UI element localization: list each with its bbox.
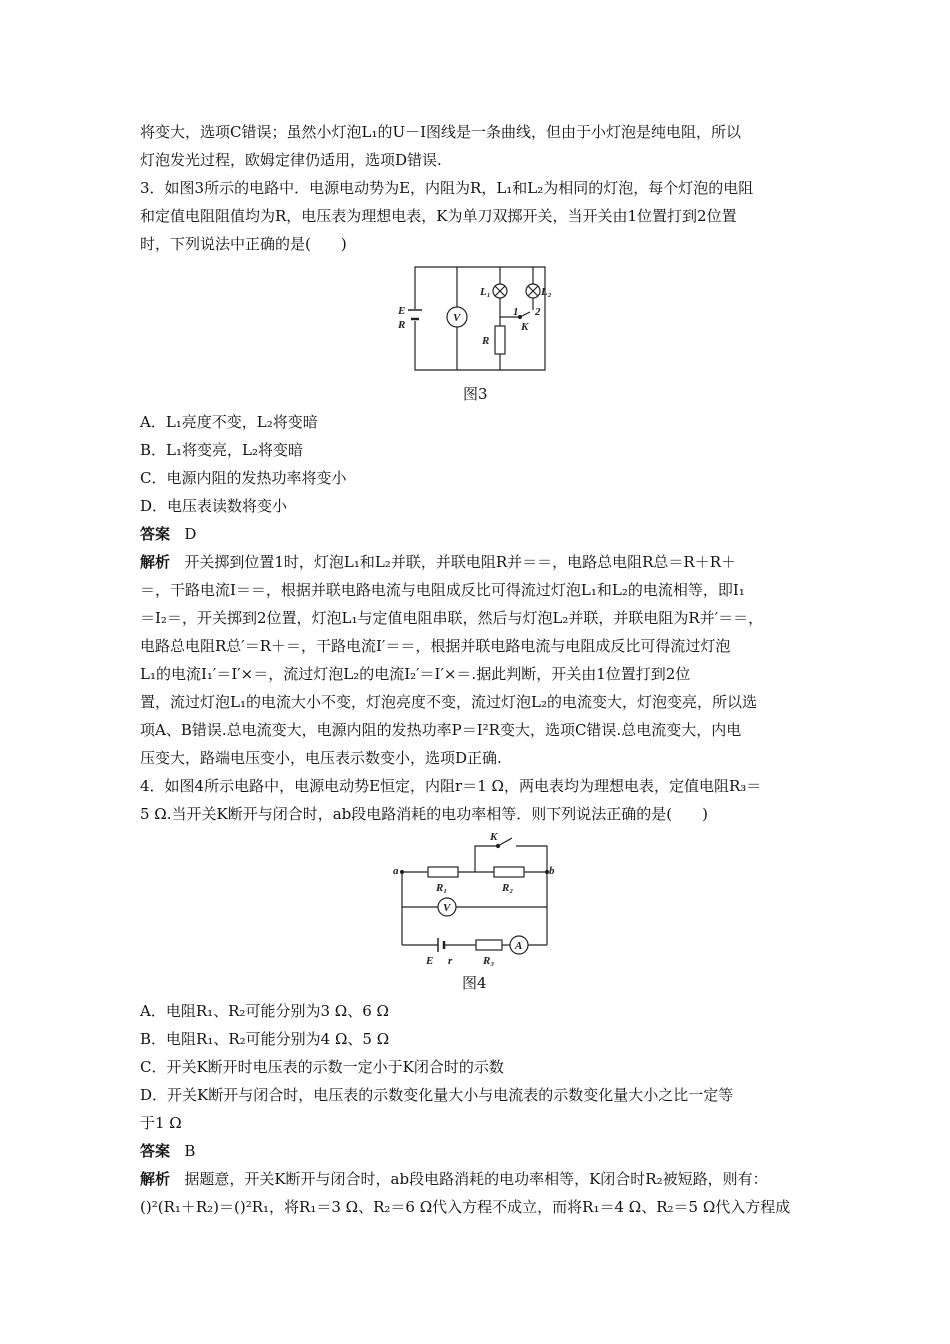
label-pos-1: 1 — [513, 306, 519, 318]
analysis-line: ＝，干路电流I＝＝，根据并联电路电流与电阻成反比可得流过灯泡L₁和L₂的电流相等，即I₁ — [140, 581, 745, 599]
label-K: K — [490, 831, 498, 843]
option-c: C．电源内阻的发热功率将变小 — [140, 469, 347, 487]
label-R3: R₃ — [483, 955, 495, 967]
analysis-text: 开关掷到位置1时，灯泡L₁和L₂并联，并联电阻R并＝＝，电路总电阻R总＝R＋R＋ — [184, 553, 736, 571]
option-a: A．电阻R₁、R₂可能分别为3 Ω、6 Ω — [140, 1002, 389, 1020]
label-pos-2: 2 — [535, 306, 541, 318]
label-L1: L₁ — [480, 286, 491, 298]
label-E: E — [398, 305, 406, 317]
option-b: B．L₁将变亮，L₂将变暗 — [140, 441, 303, 459]
question-3-stem: 和定值电阻阻值均为R，电压表为理想电表，K为单刀双掷开关，当开关由1位置打到2位置 — [140, 207, 737, 225]
question-4-stem: 5 Ω.当开关K断开与闭合时，ab段电路消耗的电功率相等．则下列说法正确的是( ) — [140, 805, 708, 823]
figure-4-circuit — [390, 828, 560, 968]
label-R: R — [482, 335, 490, 347]
option-d: D．开关K断开与闭合时，电压表的示数变化量大小与电流表的示数变化量大小之比一定等 — [140, 1086, 734, 1104]
analysis-text: 据题意，开关K断开与闭合时，ab段电路消耗的电功率相等，K闭合时R₂被短路，则有： — [184, 1170, 768, 1188]
label-K: K — [521, 321, 529, 333]
answer-row — [140, 1141, 195, 1161]
analysis-line — [140, 552, 736, 572]
answer-value: D — [184, 525, 197, 543]
option-b: B．电阻R₁、R₂可能分别为4 Ω、5 Ω — [140, 1030, 390, 1048]
text-line: 灯泡发光过程，欧姆定律仍适用，选项D错误. — [140, 151, 442, 169]
label-V: V — [443, 902, 451, 914]
label-E: E — [426, 955, 434, 967]
analysis-line — [140, 1169, 768, 1189]
text-line: 将变大，选项C错误；虽然小灯泡L₁的U－I图线是一条曲线，但由于小灯泡是纯电阻，所以 — [140, 123, 742, 141]
analysis-line: L₁的电流I₁′＝I′×＝，流过灯泡L₂的电流I₂′＝I′×＝.据此判断，开关由1位置打到2位 — [140, 665, 691, 683]
figure-4-caption: 图4 — [462, 974, 487, 992]
question-3-stem: 时，下列说法中正确的是( ) — [140, 235, 347, 253]
analysis-line: 电路总电阻R总′＝R＋＝，干路电流I′＝＝，根据并联电路电流与电阻成反比可得流过灯泡 — [140, 637, 731, 655]
label-A: A — [515, 940, 523, 952]
analysis-line: 项A、B错误.总电流变大，电源内阻的发热功率P＝I²R变大，选项C错误.总电流变大，内电 — [140, 721, 742, 739]
analysis-label: 解析 — [140, 553, 171, 571]
question-4-stem: 4．如图4所示电路中，电源电动势E恒定，内阻r＝1 Ω，两电表均为理想电表，定值电阻R₃＝ — [140, 777, 762, 795]
label-r: r — [448, 955, 453, 967]
label-a: a — [393, 865, 399, 877]
answer-row — [140, 524, 196, 544]
option-a: A．L₁亮度不变，L₂将变暗 — [140, 413, 318, 431]
question-3-stem: 3．如图3所示的电路中．电源电动势为E，内阻为R，L₁和L₂为相同的灯泡，每个灯泡的电阻 — [140, 179, 754, 197]
option-c: C．开关K断开时电压表的示数一定小于K闭合时的示数 — [140, 1058, 504, 1076]
option-d-cont: 于1 Ω — [140, 1114, 182, 1132]
answer-label: 答案 — [140, 525, 171, 543]
label-R-src: R — [398, 319, 406, 331]
option-d: D．电压表读数将变小 — [140, 497, 288, 515]
label-b: b — [549, 865, 555, 877]
figure-3-caption: 图3 — [463, 385, 488, 403]
label-V: V — [453, 312, 461, 324]
label-R2: R₂ — [502, 882, 514, 894]
analysis-line: 置，流过灯泡L₁的电流大小不变，灯泡亮度不变，流过灯泡L₂的电流变大，灯泡变亮，所以选 — [140, 693, 757, 711]
label-L2: L₂ — [541, 286, 552, 298]
figure-3-circuit — [385, 262, 570, 377]
label-R1: R₁ — [436, 882, 448, 894]
analysis-line: ()²(R₁＋R₂)＝()²R₁，将R₁＝3 Ω、R₂＝6 Ω代入方程不成立，而将R₁＝4 Ω、R₂＝5 Ω代入方程成 — [140, 1198, 791, 1216]
analysis-label: 解析 — [140, 1170, 171, 1188]
analysis-line: ＝I₂＝，开关掷到2位置，灯泡L₁与定值电阻串联，然后与灯泡L₂并联，并联电阻为R并′＝＝， — [140, 609, 764, 627]
answer-value: B — [184, 1142, 196, 1160]
analysis-line: 压变大，路端电压变小，电压表示数变小，选项D正确. — [140, 749, 502, 767]
answer-label: 答案 — [140, 1142, 171, 1160]
